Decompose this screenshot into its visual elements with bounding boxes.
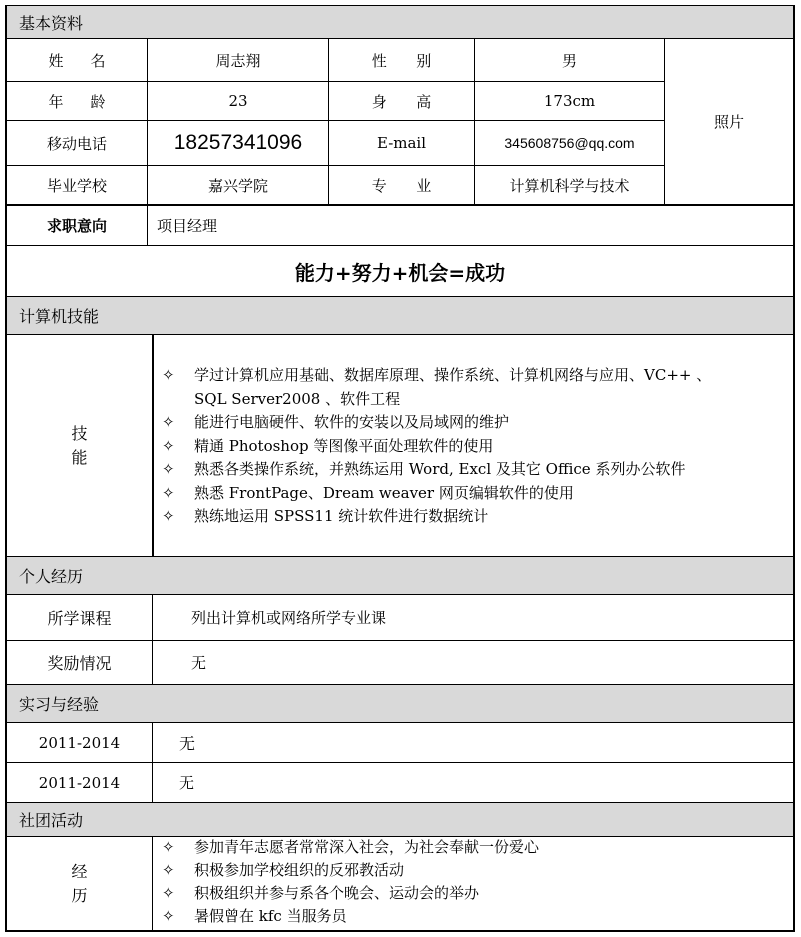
school-value: 嘉兴学院 [207, 176, 268, 195]
list-item: SQL Server2008 、软件工程 [194, 389, 401, 408]
rule [152, 334, 154, 556]
photo-placeholder: 照片 [713, 113, 744, 131]
motto: 能力+努力+机会=成功 [294, 260, 506, 285]
section-title-skills: 计算机技能 [19, 307, 100, 326]
list-item: ✧ 熟悉各类操作系统，并熟练运用 Word, Excl 及其它 Office 系列办公软件 [162, 458, 790, 482]
height-value: 173cm [543, 92, 596, 110]
email-value: 345608756@qq.com [504, 135, 635, 151]
phone-label: 移动电话 [46, 134, 107, 153]
list-item: ✧ 精通 Photoshop 等图像平面处理软件的使用 [162, 435, 790, 459]
list-item: ✧ 能进行电脑硬件、软件的安装以及局域网的维护 [162, 411, 790, 435]
clubs-list [162, 836, 790, 928]
name-label: 姓 名 [48, 51, 106, 70]
bullet-diamond-icon: ✧ [162, 838, 175, 856]
bullet-diamond-icon: ✧ [162, 366, 175, 384]
list-item: ✧ 学过计算机应用基础、数据库原理、操作系统、计算机网络与应用、VC++ 、 [162, 364, 790, 388]
height-label: 身 高 [371, 92, 432, 111]
bullet-diamond-icon: ✧ [162, 460, 175, 478]
bullet-diamond-icon: ✧ [162, 436, 175, 455]
bullet-diamond-icon: ✧ [162, 507, 175, 525]
major-value: 计算机科学与技术 [509, 176, 630, 195]
bullet-diamond-icon: ✧ [162, 483, 175, 502]
major-label: 专 业 [371, 176, 432, 195]
list-item: ✧ 积极组织并参与系各个晚会、运动会的举办 [162, 882, 790, 905]
clubs-side-label: 经 历 [71, 861, 88, 905]
school-label: 毕业学校 [46, 176, 107, 195]
list-item: ✧ 熟练地运用 SPSS11 统计软件进行数据统计 [162, 505, 790, 529]
internship-value: 无 [179, 734, 196, 753]
age-value: 23 [228, 92, 248, 110]
bullet-diamond-icon: ✧ [162, 861, 175, 879]
intent-value: 项目经理 [157, 217, 218, 235]
list-item: ✧ 熟悉 FrontPage、Dream weaver 网页编辑软件的使用 [162, 482, 790, 506]
gender-value: 男 [561, 51, 577, 70]
intent-label: 求职意向 [46, 217, 107, 235]
section-title-internship: 实习与经验 [19, 695, 100, 714]
border-bottom [5, 930, 795, 932]
skills-list [162, 364, 790, 529]
list-item: ✧ 积极参加学校组织的反邪教活动 [162, 859, 790, 882]
phone-value: 18257341096 [173, 131, 303, 154]
list-item: ✧ 参加青年志愿者常常深入社会，为社会奉献一份爱心 [162, 836, 790, 859]
bullet-diamond-icon: ✧ [162, 413, 175, 431]
courses-label: 所学课程 [47, 609, 112, 628]
skills-side-label: 技 能 [71, 423, 88, 467]
section-title-clubs: 社团活动 [19, 811, 84, 830]
name-value: 周志翔 [215, 51, 261, 70]
internship-period: 2011-2014 [38, 733, 121, 752]
internship-value: 无 [179, 774, 195, 792]
gender-label: 性 别 [371, 51, 432, 70]
rule [152, 836, 153, 931]
list-item: ✧ 暑假曾在 kfc 当服务员 [162, 905, 790, 928]
awards-label: 奖励情况 [47, 654, 112, 673]
email-label: E-mail [376, 134, 427, 152]
border-right [793, 5, 795, 932]
awards-value: 无 [191, 654, 207, 672]
courses-value: 列出计算机或网络所学专业课 [191, 609, 387, 627]
bullet-diamond-icon: ✧ [162, 884, 175, 902]
section-title-basic: 基本资料 [19, 13, 84, 33]
age-label: 年 龄 [48, 92, 106, 111]
section-title-experience: 个人经历 [19, 567, 84, 586]
bullet-diamond-icon: ✧ [162, 907, 175, 925]
internship-period: 2011-2014 [38, 773, 121, 792]
